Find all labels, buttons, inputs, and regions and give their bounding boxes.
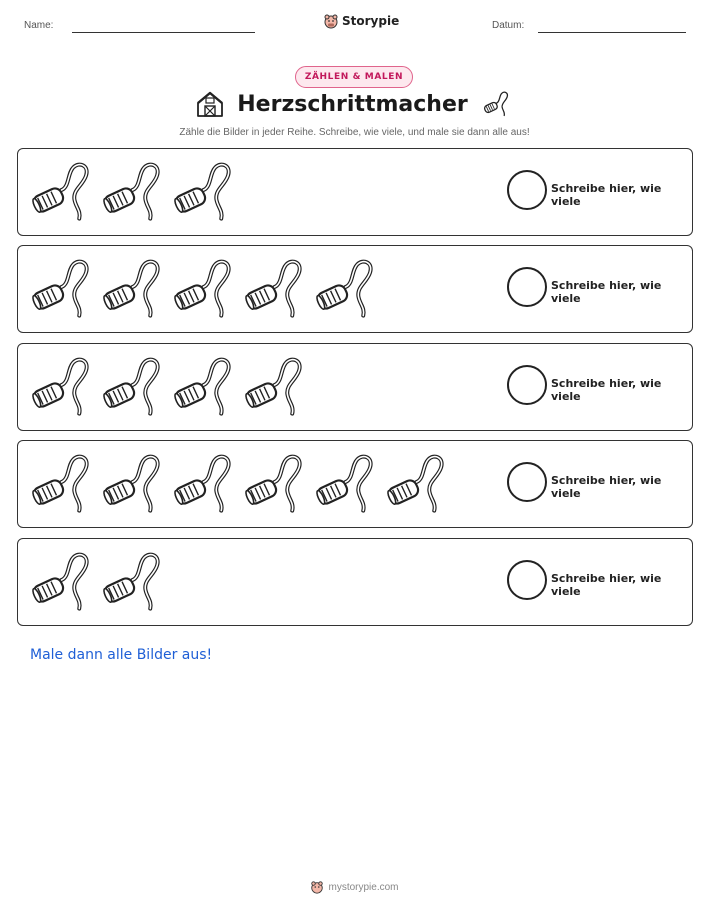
barn-icon — [195, 90, 225, 118]
answer-circle[interactable] — [507, 170, 547, 210]
count-row — [17, 440, 693, 528]
answer-label: Schreibe hier, wie viele — [551, 572, 662, 598]
pacemaker-icon[interactable] — [385, 451, 450, 517]
pacemaker-icon[interactable] — [30, 256, 95, 322]
title-row — [0, 90, 709, 118]
pacemaker-icon[interactable] — [243, 354, 308, 420]
answer-circle[interactable] — [507, 365, 547, 405]
pacemaker-icon[interactable] — [101, 549, 166, 615]
pacemaker-icon[interactable] — [243, 451, 308, 517]
footer — [0, 880, 709, 894]
name-line[interactable] — [72, 32, 255, 33]
pacemaker-icon[interactable] — [172, 256, 237, 322]
row-items — [30, 451, 450, 517]
pacemaker-icon[interactable] — [30, 549, 95, 615]
storypie-mascot-icon — [323, 13, 339, 29]
date-label: Datum: — [492, 20, 525, 31]
pacemaker-icon[interactable] — [314, 451, 379, 517]
footer-url[interactable]: mystorypie.com — [328, 881, 399, 893]
name-label: Name: — [24, 20, 54, 31]
pacemaker-icon[interactable] — [101, 451, 166, 517]
pacemaker-icon[interactable] — [30, 451, 95, 517]
pacemaker-icon[interactable] — [30, 159, 95, 225]
pacemaker-icon[interactable] — [101, 256, 166, 322]
row-items — [30, 354, 308, 420]
answer-circle[interactable] — [507, 560, 547, 600]
storypie-mascot-icon — [310, 880, 324, 894]
count-row — [17, 148, 693, 236]
pacemaker-icon — [480, 90, 514, 118]
brand-name: Storypie — [342, 14, 400, 28]
row-items — [30, 256, 379, 322]
answer-label: Schreibe hier, wie viele — [551, 182, 662, 208]
date-line[interactable] — [538, 32, 686, 33]
pacemaker-icon[interactable] — [172, 159, 237, 225]
answer-circle[interactable] — [507, 267, 547, 307]
count-row — [17, 538, 693, 626]
answer-label: Schreibe hier, wie viele — [551, 377, 662, 403]
answer-label: Schreibe hier, wie viele — [551, 474, 662, 500]
pacemaker-icon[interactable] — [314, 256, 379, 322]
pacemaker-icon[interactable] — [101, 354, 166, 420]
answer-circle[interactable] — [507, 462, 547, 502]
footer-note: Male dann alle Bilder aus! — [30, 647, 213, 663]
pacemaker-icon[interactable] — [30, 354, 95, 420]
count-row — [17, 245, 693, 333]
pacemaker-icon[interactable] — [172, 451, 237, 517]
row-items — [30, 549, 166, 615]
pacemaker-icon[interactable] — [243, 256, 308, 322]
instructions: Zähle die Bilder in jeder Reihe. Schreibe, wie viele, und male sie dann alle aus! — [179, 127, 530, 138]
count-row — [17, 343, 693, 431]
pacemaker-icon[interactable] — [101, 159, 166, 225]
category-badge: ZÄHLEN & MALEN — [295, 66, 413, 88]
row-items — [30, 159, 237, 225]
answer-label: Schreibe hier, wie viele — [551, 279, 662, 305]
brand-logo — [323, 13, 399, 29]
pacemaker-icon[interactable] — [172, 354, 237, 420]
page-title: Herzschrittmacher — [237, 91, 468, 117]
